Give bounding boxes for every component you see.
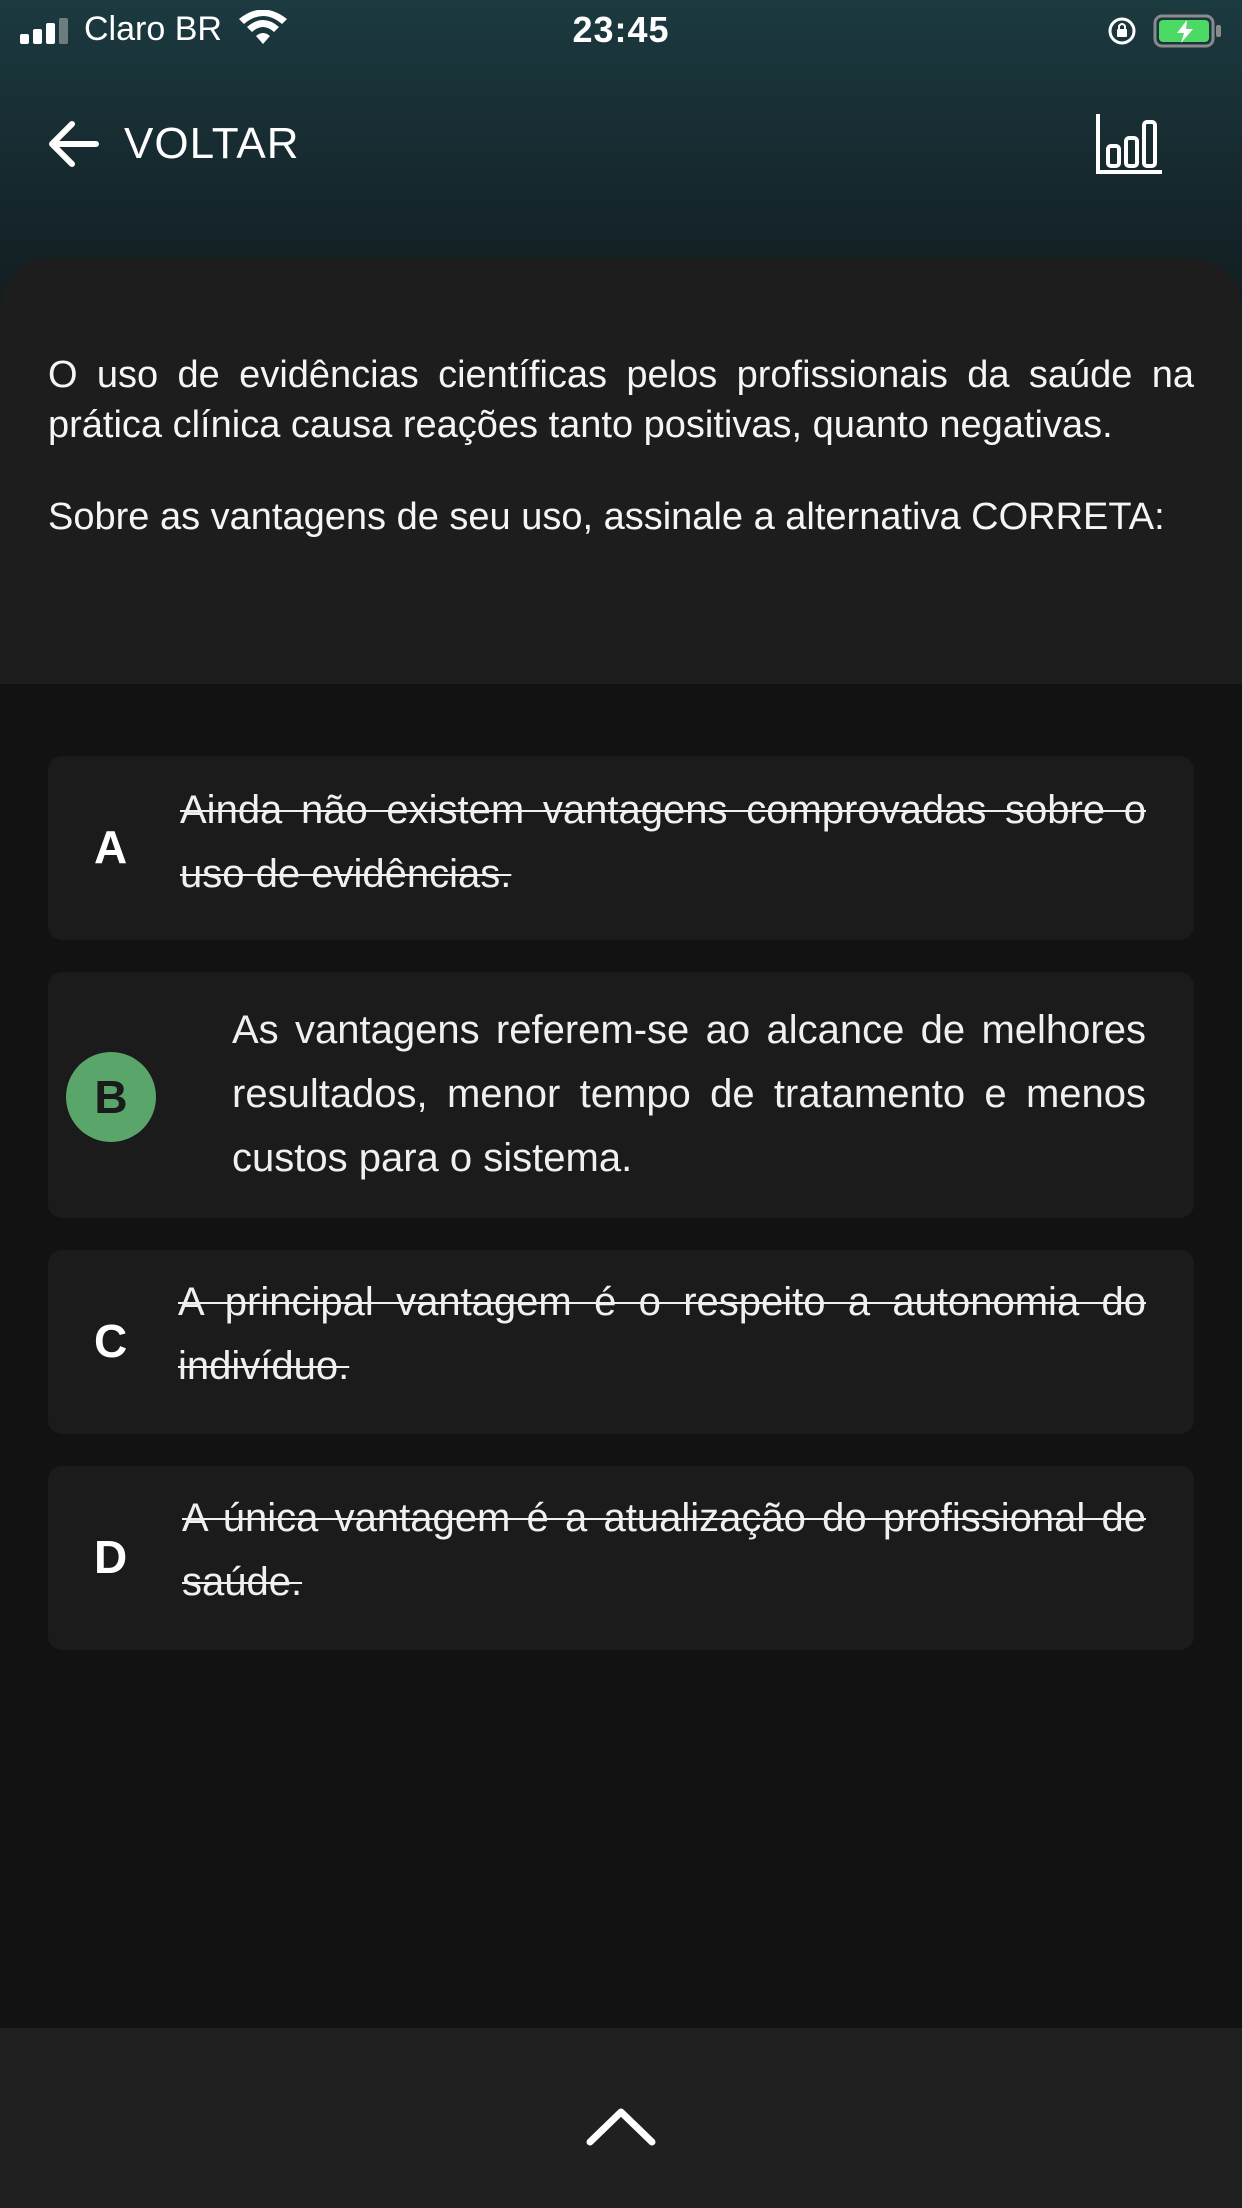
option-letter: C <box>94 1315 128 1367</box>
option-b[interactable] <box>48 972 1194 1218</box>
option-a[interactable] <box>48 756 1194 940</box>
option-text: Ainda não existem vantagens comprovadas sobre o uso de evidências. <box>180 788 1146 896</box>
option-letter: A <box>94 821 128 873</box>
question-text: O uso de evidências científicas pelos profissionais da saúde na prática clínica causa reações tanto positivas, quanto negativas. <box>48 354 1194 446</box>
back-label: VOLTAR <box>124 119 300 168</box>
bar-chart-icon[interactable] <box>1094 110 1166 178</box>
arrow-left-icon <box>44 115 102 173</box>
option-text: A principal vantagem é o respeito a autonomia do indivíduo. <box>178 1280 1146 1388</box>
selected-badge <box>66 1052 156 1142</box>
option-letter: B <box>94 1071 128 1123</box>
option-d[interactable] <box>48 1466 1194 1650</box>
carrier-name: Claro BR <box>84 10 222 48</box>
question-card <box>0 258 1242 684</box>
option-text: A única vantagem é a atualização do profissional de saúde. <box>182 1496 1146 1604</box>
rotation-lock-icon <box>1106 15 1138 47</box>
chevron-up-icon[interactable] <box>584 2102 658 2148</box>
option-c[interactable] <box>48 1250 1194 1434</box>
question-instruction: Sobre as vantagens de seu uso, assinale a alternativa CORRETA: <box>48 496 1165 538</box>
battery-icon <box>1153 14 1223 48</box>
bottom-bar <box>0 2028 1242 2208</box>
option-letter: D <box>94 1531 128 1583</box>
option-text: As vantagens referem-se ao alcance de melhores resultados, menor tempo de tratamento e menos custos para o sistema. <box>232 1008 1146 1180</box>
status-bar <box>0 0 1242 62</box>
status-time: 23:45 <box>572 9 670 50</box>
back-button[interactable] <box>44 112 300 176</box>
